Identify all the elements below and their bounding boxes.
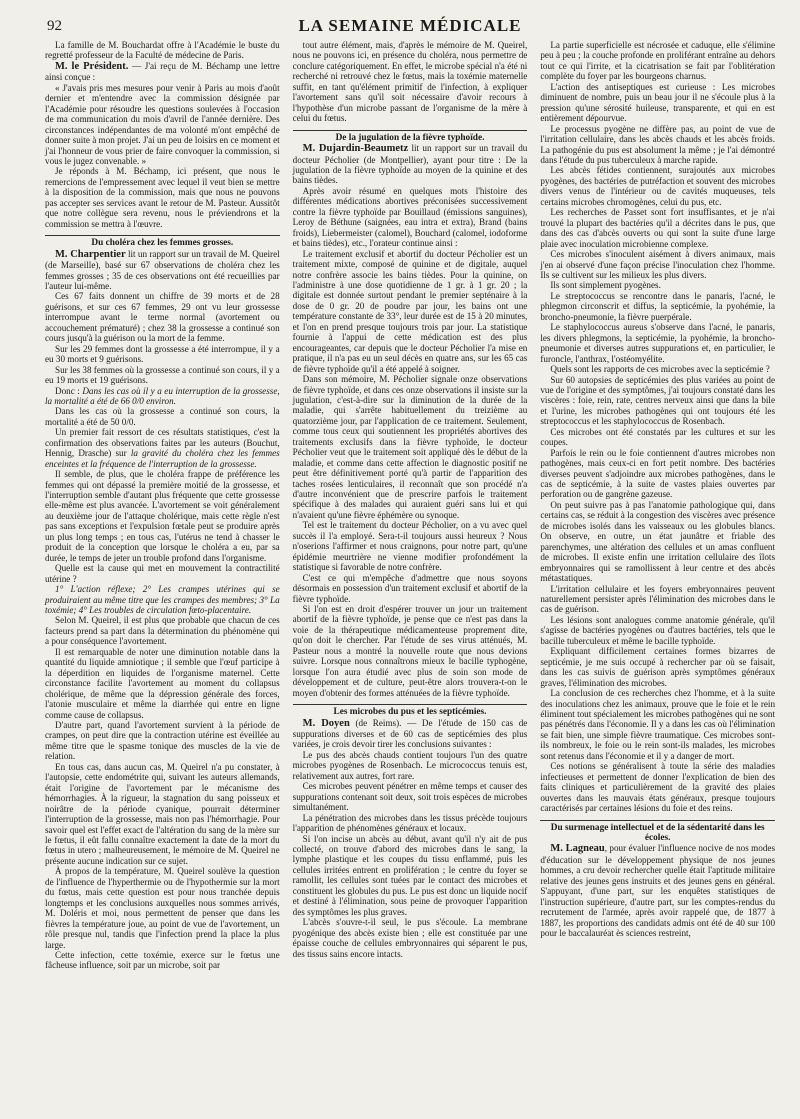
- paragraph: L'action des antiseptiques est curieuse : Les microbes diminuent de nombre, puis un beau jour il ne s'écoule plus à la pression qu'une sérosité huileuse, transparente, et qui en est entièrement dépourvue.: [540, 81, 776, 124]
- paragraph: Si l'on incise un abcès au début, avant qu'il n'y ait de pus collecté, on trouve d'abord des microbes dans le sang, la lymphe plastique et les coupes du tissu enflammé, puis les cellules irritées entrent en prolifération ; le centre du foyer se ramollit, les cellules sont tuées par le contact des microbes et constituent les globules du pus. Le pus est donc un liquide nocif et destiné à l'élimination, sous peine de provoquer l'apparition des symptômes les plus graves.: [292, 833, 528, 917]
- paragraph: Le pus des abcès chauds contient toujours l'un des quatre microbes pyogènes de Rosenbach. Le micrococcus tenuis est, relativement aux autres, fort rare.: [292, 749, 528, 781]
- paragraph: Je réponds à M. Béchamp, ici présent, que nous le remercions de l'empressement avec lequel il veut bien se mettre à la disposition de la commission, mais que nous ne pouvons pas accepter ses services avant le retour de M. Pasteur. Aussitôt que notre collègue sera revenu, nous le préviendrons et la commission se mettra à l'œuvre.: [45, 166, 280, 229]
- paragraph-text: (de Reims). — De l'étude de 150 cas de suppurations diverses et de 60 cas de septicémies des plus variées, je crois devoir tirer les conclusions suivantes :: [292, 717, 528, 750]
- paragraph: Ces microbes peuvent pénétrer en même temps et causer des suppurations contenant soit deux, soit trois espèces de microbes simultanément.: [292, 781, 528, 813]
- paragraph: La conclusion de ces recherches chez l'homme, et à la suite des inoculations chez les animaux, prouve que le foie et le rein éliminent tout spécialement les microbes pathogènes qui ne sont pas pénétrés dans l'économie. Il y a dans les cas où l'élimination se fait bien, une simple fièvre traumatique. Ces microbes sont-ils nombreux, le foie ou le rein sont-ils malades, les microbes sont retenus dans l'économie et il y a danger de mort.: [540, 688, 776, 761]
- paragraph: Le streptococcus se rencontre dans le panaris, l'acné, le phlegmon circonscrit et diffus, la septicémie, la pyohémie, la broncho-pneumonie, la fièvre puerpérale.: [540, 290, 776, 322]
- paragraph: Quelle est la cause qui met en mouvement la contractilité utérine ?: [45, 563, 280, 584]
- paragraph: Parfois le rein ou le foie contiennent d'autres microbes non pathogènes, mais ceux-ci en fort petit nombre. Des bactéries diverses peuvent s'adjoindre aux microbes pathogènes, dans le cas de septicémie, à la suite de vastes plaies ouvertes par perforation ou de gangrène gazeuse.: [540, 447, 776, 500]
- paragraph: Le traitement exclusif et abortif du docteur Pécholier est un traitement mixte, composé de quinine et de digitale, auquel notre confrère associe les bains tièdes. Pour la quinine, on l'administre à une dose quotidienne de 1 gr. à 1 gr. 20 ; la digitale est donnée surtout pendant le premier septénaire à la dose de 0 gr. 20 de poudre par jour, les bains ont une température constante de 33°, leur durée est de 15 à 20 minutes, et l'on en prend presque toujours trois par jour. La statistique fournie à l'appui de cette médication est des plus encourageantes, car depuis que le docteur Pécholier l'a mise en pratique, il n'a pas eu un seul décès en quatre ans, sur les 65 cas de fièvre typhoïde qu'il a été appelé à soigner.: [292, 248, 528, 374]
- paragraph: Il est remarquable de noter une diminution notable dans la quantité du liquide amniotique ; il semble que l'œuf participe à la déperdition en liquides de l'organisme maternel. Cette circonstance facilite l'avortement au moment du collapsus cholérique, de même que la dépression générale des forces, l'atonie musculaire et même la diarrhée qui entre en ligne comme cause de collapsus.: [45, 646, 280, 720]
- paragraph: D'autre part, quand l'avortement survient à la période de crampes, on peut dire que la contraction utérine est éveillée au même titre que le spasme tonique des muscles de la vie de relation.: [45, 720, 280, 762]
- page-number: 92: [47, 18, 62, 34]
- paragraph: On peut suivre pas à pas l'anatomie pathologique qui, dans certains cas, se réduit à la congestion des viscères avec présence de microbes isolés dans les vaisseaux ou les globules blancs. On observe, en outre, un état jaunâtre et friable des parenchymes, une altération des cellules et un amas confluent de microbes. Il existe enfin une irritation cellulaire des îlots embryonnaires qui se ramollissent à leur centre et des abcès métastatiques.: [540, 499, 776, 584]
- paragraph-text: Donc :: [55, 385, 83, 396]
- paragraph-text: lit un rapport sur un travail du docteur Pécholier (de Montpellier), ayant pour titre : De la jugulation de la fièvre typhoïde au moyen de la quinine et des bains tièdes.: [292, 143, 528, 186]
- paragraph: Quels sont les rapports de ces microbes avec la septicémie ?: [550, 364, 770, 375]
- paragraph: Ces 67 faits donnent un chiffre de 39 morts et de 28 guérisons, et sur ces 67 femmes, 29 ont vu leur grossesse interrompue avant le terme normal (avortement ou accouchement prématuré) ; chez 38 la grossesse a continué son cours jusqu'à la guérison ou la mort de la femme.: [45, 291, 280, 344]
- column-3: [540, 40, 775, 971]
- paragraph: Tel est le traitement du docteur Pécholier, on a vu avec quel succès il l'a employé. Sera-t-il toujours aussi heureux ? Nous n'oserions l'affirmer et nous craignons, pour notre part, qu'une épidémie meurtrière ne vienne modifier profondément la statistique si favorable de notre confrère.: [292, 520, 528, 573]
- paragraph: Dans les cas où la grossesse a continué son cours, la mortalité a été de 50 0/0.: [45, 406, 280, 427]
- paragraph: Ces microbes s'inoculent aisément à divers animaux, mais j'en ai observé d'une façon précise l'inoculation chez l'homme. Ils se cultivent sur les milieux les plus divers.: [540, 249, 776, 280]
- paragraph: Ces notions se généralisent à toute la série des maladies infectieuses et permettent de donner l'explication de bien des faits cliniques et particulièrement de la gravité des plaies ouvertes dans les mauvais états généraux, presque toujours caractérisés par certaines lésions du foie et des reins.: [540, 761, 776, 814]
- paragraph: [293, 143, 528, 186]
- paragraph: Le processus pyogène ne diffère pas, au point de vue de l'irritation cellulaire, dans les abcès chauds et les abcès froids. La pathogénie du pus est absolument la même ; je l'ai démontré dans l'étude du pus tuberculeux à marche rapide.: [540, 123, 776, 165]
- paragraph: [540, 843, 775, 938]
- paragraph: L'irritation cellulaire et les foyers embryonnaires peuvent naturellement persister après l'élimination des microbes dans le cas de guérison.: [540, 583, 776, 615]
- journal-title: LA SEMAINE MÉDICALE: [298, 16, 522, 35]
- paragraph: [45, 386, 280, 407]
- paragraph: Les recherches de Passet sont fort insuffisantes, et je n'ai trouvé la plupart des bactéries qu'il a décrites dans le pus, que dans des cas d'abcès ouverts ou qui sont la suite d'une large plaie avec inoculation microbienne complexe.: [540, 207, 776, 249]
- paragraph: Si l'on est en droit d'espérer trouver un jour un traitement abortif de la fièvre typhoïde, je pense que ce n'est pas dans la voie de la thérapeutique médicamenteuse proprement dite, qu'on doit le chercher. Par l'étude de ses virus atténués, M. Pasteur nous a montré la nouvelle route que nous devions suivre. Lorsque nous connaîtrons mieux le bacille typhogène, lorsque l'on aura étudié avec plus de soin son mode de développement et de culture, peut-être alors trouvera-t-on le moyen d'obtenir des formes atténuées de la fièvre typhoïde.: [292, 604, 528, 698]
- paragraph: [45, 427, 280, 469]
- section-heading: Du choléra chez les femmes grosses.: [91, 238, 234, 249]
- section-divider: [540, 820, 775, 821]
- paragraph: [45, 249, 280, 292]
- section-heading: Les microbes du pus et les septicémies.: [333, 707, 487, 718]
- speaker-name: M. Dujardin-Beaumetz: [302, 143, 409, 155]
- paragraph: La partie superficielle est nécrosée et caduque, elle s'élimine peu à peu ; la couche profonde en proliférant entraîne au dehors tout ce qui l'irrite, et la cicatrisation se fait par l'oblitération complète du foyer par les bourgeons charnus.: [540, 40, 776, 82]
- paragraph-text: , pour évaluer l'influence nocive de nos modes d'éducation sur le développement physique de nos jeunes hommes, a cru devoir rechercher quelle était l'aptitude militaire relative des jeunes gens instruits et des jeunes gens en général. S'appuyant, d'une part, sur les enquêtes statistiques de l'instruction supérieure, d'autre part, sur les comptes-rendus du recrutement de l'armée, après avoir rappelé que, de 1877 à 1887, les proportions des candidats admis ont été de 40 sur 100 pour le baccalauréat ès sciences restreint,: [540, 843, 776, 939]
- page-header: [45, 0, 775, 40]
- paragraph: L'abcès s'ouvre-t-il seul, le pus s'écoule. La membrane pyogénique des abcès existe bien ; elle est constituée par une épaisse couche de cellules embryonnaires qui séparent le pus, des tissus sains encore intacts.: [292, 917, 528, 959]
- section-divider: [293, 130, 528, 131]
- paragraph: À propos de la température, M. Queirel soulève la question de l'influence de l'hyperthermie ou de l'hypothermie sur la mort du fœtus, mais cette question est pour nous tranchée depuis longtemps et les conclusions auxquelles nous sommes arrivés, M. Doléris et moi, nous permettent de penser que dans les fièvres la température joue, au point de vue de l'avortement, un rôle presque nul, tandis que l'infection prend la place la plus large.: [45, 866, 280, 950]
- italic-text: Dans les cas où il y a eu interruption de la grossesse, la mortalité a été de 66 0/0 environ.: [45, 385, 280, 406]
- paragraph: Ces microbes ont été constatés par les cultures et sur les coupes.: [540, 426, 776, 448]
- paragraph: Le staphylococcus aureus s'observe dans l'acné, le panaris, les divers phlegmons, la septicémie, la pyohémie, la broncho-pneumonie et diverses autres suppurations et, en particulier, le furoncle, l'anthrax, l'ostéomyélite.: [540, 322, 776, 364]
- paragraph: « J'avais pris mes mesures pour venir à Paris au mois d'août dernier et m'entendre avec la commission désignée par l'Académie pour résoudre les questions soulevées à l'occasion de ma communication du mois d'avril de l'année dernière. Des circonstances indépendantes de ma volonté m'ont empêché de donner suite à mon projet. J'ai un peu de loisirs en ce moment et j'ai l'honneur de vous prier de faire convoquer la commission, si vous le jugez convenable. »: [45, 82, 280, 166]
- column-2: [293, 40, 528, 971]
- paragraph: 1° L'action réflexe; 2° Les crampes utérines qui se produiraient au même titre que les crampes des membres; 3° La toxémie; 4° Les troubles de circulation fœto-placentaire.: [45, 584, 280, 616]
- section-heading: Du surmenage intellectuel et de la sédentarité dans les écoles.: [550, 822, 765, 843]
- paragraph: Il semble, de plus, que le choléra frappe de préférence les femmes qui ont dépassé la première moitié de la grossesse, et l'interruption semble d'autant plus fréquente que cette grossesse elle-même est plus avancée. L'avortement se voit généralement au deuxième jour de l'attaque cholérique, mais cette règle n'est pas sans exceptions et l'expulsion fœtale peut se produire après un plus long temps ; en tous cas, l'utérus ne tend à chasser le produit de la conception que lorsque le choléra a eu, par sa durée, le temps de jeter un trouble profond dans l'organisme.: [45, 469, 280, 563]
- paragraph: Ils sont simplement pyogènes.: [550, 280, 661, 291]
- speaker-name: M. Doyen: [302, 717, 350, 729]
- paragraph: Dans son mémoire, M. Pécholier signale onze observations de fièvre typhoïde, et dans ces onze observations il insiste sur la jugulation, c'est-à-dire sur la diminution de la durée de la maladie, qui s'arrête habituellement du treizième au quatorzième jour, par l'application de ce traitement. Seulement, comme tous ceux qui soutiennent les propriétés abortives des traitements exclusifs dans la fièvre typhoïde, le docteur Pécholier veut que le traitement soit appliqué dès le début de la maladie, et comme dans cette affection le diagnostic positif ne peut être définitivement porté qu'à partir de l'apparition des taches rosées lenticulaires, il reconnaît que son procédé n'a d'autre inconvénient que de prescrire parfois le traitement spécifique à des malades qui auraient guéri sans lui et qui n'avaient qu'une fièvre éphémère ou synoque.: [292, 374, 528, 520]
- paragraph: Sur les 38 femmes où la grossesse a continué son cours, il y a eu 19 morts et 19 guérisons.: [45, 364, 280, 386]
- section-heading: De la jugulation de la fièvre typhoïde.: [335, 132, 485, 143]
- paragraph: Sur 60 autopsies de septicémies des plus variées au point de vue de l'origine et des symptômes, j'ai toujours constaté dans les viscères : foie, rein, rate, centres nerveux ainsi que dans la bile et l'urine, les microbes pathogènes qui ont toujours été les streptococcus et les staphylococcus de Rosenbach.: [540, 374, 776, 427]
- paragraph: En tous cas, dans aucun cas, M. Queirel n'a pu constater, à l'autopsie, cette endométrite qui, suivant les auteurs allemands, était l'origine de l'avortement par le mécanisme des hémorrhagies. À la rigueur, la stagnation du sang poisseux et noirâtre de la période cyanique, pourrait déterminer l'interruption de la grossesse, mais non pas l'hémorrhagie. Pour savoir quel est l'effet exact de l'altération du sang de la mère sur le fœtus, il eût fallu connaître exactement la date de la mort du fœtus in utero ; malheureusement, le mémoire de M. Queirel ne présente aucune indication sur ce sujet.: [45, 761, 280, 866]
- paragraph: Expliquant difficilement certaines formes bizarres de septicémie, je me suis occupé à rechercher par où se faisait, dans les cas suivis de guérison après symptômes généraux graves, l'élimination des microbes.: [540, 646, 776, 688]
- paragraph-text: lit un rapport sur un travail de M. Queirel (de Marseille), basé sur 67 observations de choléra chez les femmes grosses ; 35 de ces observations ont été recueillies par l'auteur lui-même.: [45, 248, 280, 291]
- paragraph: La famille de M. Bouchardat offre à l'Académie le buste du regretté professeur de la Faculté de médecine de Paris.: [45, 40, 280, 61]
- text-columns: [45, 40, 775, 971]
- paragraph: Les abcès fétides contiennent, surajoutés aux microbes pyogènes, des bactéries de putréfaction et souvent des microbes divers venus de l'intérieur ou de cavités muqueuses, tels certains microbes chromogènes, celui du pus, etc.: [540, 165, 776, 207]
- speaker-name: M. le Président.: [55, 60, 129, 72]
- italic-text: la gravité du choléra chez les femmes enceintes et la fréquence de l'interruption de la grossesse.: [45, 448, 280, 469]
- speaker-name: M. Lagneau: [550, 843, 605, 855]
- paragraph: [293, 718, 528, 750]
- paragraph: Après avoir résumé en quelques mots l'histoire des différentes médications abortives préconisées successivement contre la fièvre typhoïde par Bouillaud (émissions sanguines), Leroy de Béthune (saignées, eau intra et extra), Brand (bains froids), Liebermeister (calomel), Bouchard (calomel, iodoforme et bains tièdes), etc., l'orateur continue ainsi :: [292, 185, 528, 249]
- paragraph: tout autre élément, mais, d'après le mémoire de M. Queirel, nous ne pouvons ici, en présence du choléra, nous permettre de conclure catégoriquement. En effet, le microbe spécial n'a été ni recherché ni retrouvé chez le fœtus, mais la toxémie maternelle suffit, en tant qu'élément primitif de l'infection, à expliquer l'avortement sans qu'il soit nécessaire d'avoir recours à l'hypothèse d'un microbe passant de l'organisme de la mère à celui du fœtus.: [292, 40, 528, 124]
- paragraph-text: — J'ai reçu de M. Béchamp une lettre ainsi conçue :: [45, 60, 280, 83]
- paragraph: C'est ce qui m'empêche d'admettre que nous soyons désormais en possession d'un traitement exclusif et abortif de la fièvre typhoïde.: [292, 572, 528, 604]
- paragraph: Les lésions sont analogues comme anatomie générale, qu'il s'agisse de bactéries pyogènes ou d'autres bactéries, tels que le bacille tuberculeux et même le bacille typhoïde.: [540, 614, 776, 646]
- paragraph: Selon M. Queirel, il est plus que probable que chacun de ces facteurs prend sa part dans la détermination du phénomène qui a pour conséquence l'avortement.: [45, 615, 280, 647]
- paragraph: [45, 61, 280, 83]
- section-divider: [45, 235, 280, 236]
- paragraph-text: Un premier fait ressort de ces résultats statistiques, c'est la confirmation des observations faites par les auteurs (Bouchut, Hennig, Drasche) sur: [45, 427, 280, 459]
- paragraph: Cette infection, cette toxémie, exerce sur le fœtus une fâcheuse influence, soit par un microbe, soit par: [45, 949, 280, 971]
- paragraph: La pénétration des microbes dans les tissus précède toujours l'apparition de phénomènes généraux et locaux.: [292, 812, 528, 834]
- paragraph: Sur les 29 femmes dont la grossesse a été interrompue, il y a eu 30 morts et 9 guérisons.: [45, 343, 280, 365]
- section-divider: [293, 704, 528, 705]
- column-1: [45, 40, 280, 971]
- speaker-name: M. Charpentier: [55, 248, 126, 260]
